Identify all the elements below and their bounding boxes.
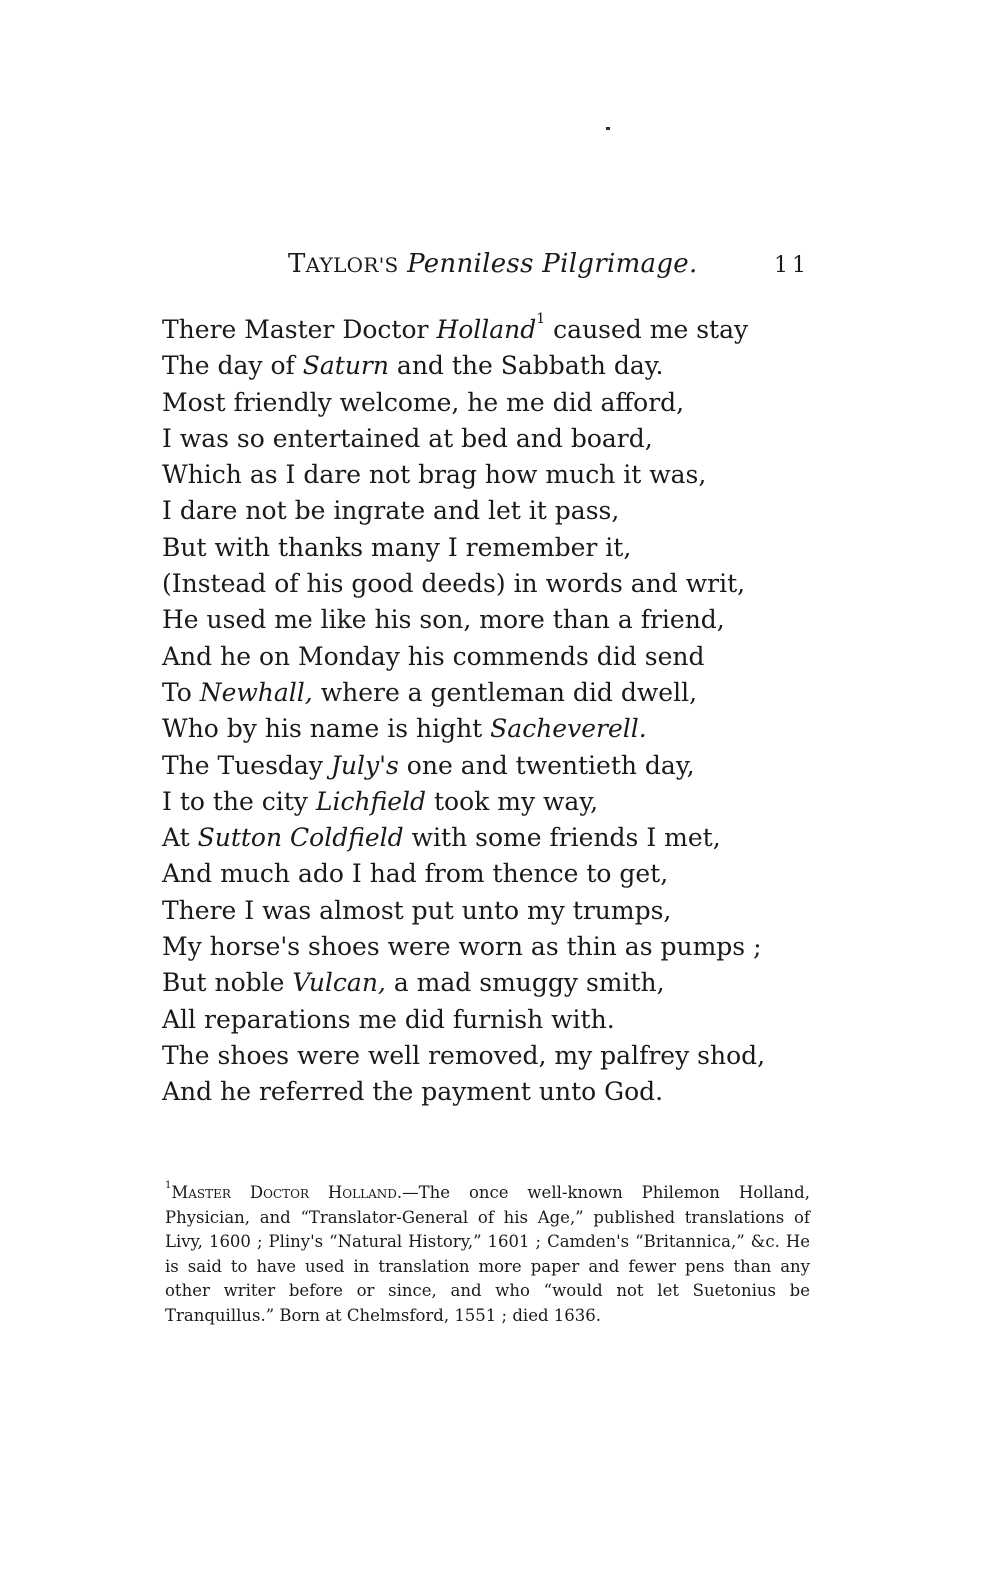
poem-text: Which as I dare not brag how much it was, bbox=[162, 460, 707, 490]
footnote bbox=[165, 1181, 810, 1328]
poem-line bbox=[162, 312, 812, 348]
running-head-title: Penniless Pilgrimage. bbox=[407, 249, 698, 279]
poem-italic-name: Lichfield bbox=[315, 786, 427, 816]
poem-text: I was so entertained at bed and board, bbox=[162, 423, 653, 453]
poem-line bbox=[162, 421, 812, 457]
running-head-author: AYLOR'S bbox=[305, 253, 399, 277]
poem-text: There I was almost put unto my trumps, bbox=[162, 895, 672, 925]
poem-text: And he on Monday his commends did send bbox=[162, 641, 705, 671]
poem-italic-name: July's bbox=[330, 750, 399, 780]
poem-line bbox=[162, 602, 812, 638]
running-head bbox=[288, 249, 698, 279]
poem-line bbox=[162, 675, 812, 711]
poem-text: My horse's shoes were worn as thin as pumps ; bbox=[162, 932, 762, 962]
poem-line bbox=[162, 856, 812, 892]
poem-line bbox=[162, 820, 812, 856]
poem-text: and the Sabbath day. bbox=[388, 351, 664, 381]
poem-line bbox=[162, 929, 812, 965]
poem-text: He used me like his son, more than a friend, bbox=[162, 605, 725, 635]
poem-text: The shoes were well removed, my palfrey shod, bbox=[162, 1040, 766, 1070]
poem-text: took my way, bbox=[426, 786, 599, 816]
poem-line bbox=[162, 784, 812, 820]
poem-italic-name: Vulcan, bbox=[292, 968, 386, 998]
poem-text: a mad smuggy smith, bbox=[385, 968, 665, 998]
poem-text: And he referred the payment unto God. bbox=[162, 1077, 664, 1107]
poem-line bbox=[162, 1002, 812, 1038]
poem-text: The day of bbox=[162, 351, 303, 381]
poem-line bbox=[162, 1038, 812, 1074]
poem-text: But noble bbox=[162, 968, 293, 998]
poem-line bbox=[162, 639, 812, 675]
poem-line bbox=[162, 457, 812, 493]
poem-text: Most friendly welcome, he me did afford, bbox=[162, 387, 685, 417]
poem-text: Who by his name is hight bbox=[162, 714, 491, 744]
poem-italic-name: Newhall, bbox=[199, 677, 313, 707]
poem-line bbox=[162, 893, 812, 929]
poem-text: caused me stay bbox=[545, 315, 749, 344]
footnote-heading: Master Doctor Holland. bbox=[171, 1183, 403, 1202]
poem-text: one and twentieth day, bbox=[398, 750, 695, 780]
page-number: 11 bbox=[774, 253, 810, 278]
poem-text: (Instead of his good deeds) in words and writ, bbox=[162, 569, 746, 599]
poem-text: The Tuesday bbox=[162, 750, 331, 780]
poem-line bbox=[162, 348, 812, 384]
poem-line bbox=[162, 711, 812, 747]
poem-text: There Master Doctor bbox=[162, 315, 437, 344]
poem-text: But with thanks many I remember it, bbox=[162, 532, 632, 562]
poem-text: I to the city bbox=[162, 786, 316, 816]
poem-text: All reparations me did furnish with. bbox=[162, 1004, 615, 1034]
footnote-marker: 1 bbox=[165, 1180, 172, 1191]
poem-text: To bbox=[162, 677, 200, 707]
poem-italic-name: Holland bbox=[436, 315, 537, 344]
print-speck bbox=[606, 127, 610, 130]
poem-italic-name: Sutton Coldfield bbox=[197, 823, 404, 853]
poem-text: At bbox=[162, 823, 198, 853]
footnote-text: —The once well-known Philemon Holland, Physician, and “Translator-General of his Age,” published translations of Livy, 1600 ; Pliny's “Natural History,” 1601 ; Camden's “Britannica,” &c. He is said to have used in translation more paper and fewer pens than any other writer before or since, and who “would not let Suetonius be Tranquillus.” Born at Chelmsford, 1551 ; died 1636. bbox=[165, 1183, 810, 1325]
poem-line bbox=[162, 530, 812, 566]
poem-line bbox=[162, 385, 812, 421]
poem-text: with some friends I met, bbox=[403, 823, 721, 853]
poem-line bbox=[162, 493, 812, 529]
poem-line bbox=[162, 1074, 812, 1110]
running-head-author-initial: T bbox=[288, 249, 306, 279]
poem-text: I dare not be ingrate and let it pass, bbox=[162, 496, 620, 526]
poem-italic-name: Sacheverell. bbox=[490, 714, 647, 744]
poem-line bbox=[162, 965, 812, 1001]
poem-italic-name: Saturn bbox=[302, 351, 389, 381]
poem-text: where a gentleman did dwell, bbox=[312, 677, 698, 707]
poem-text: And much ado I had from thence to get, bbox=[162, 859, 669, 889]
poem-body bbox=[162, 312, 812, 1111]
poem-line bbox=[162, 748, 812, 784]
footnote-reference: 1 bbox=[536, 311, 546, 327]
poem-line bbox=[162, 566, 812, 602]
